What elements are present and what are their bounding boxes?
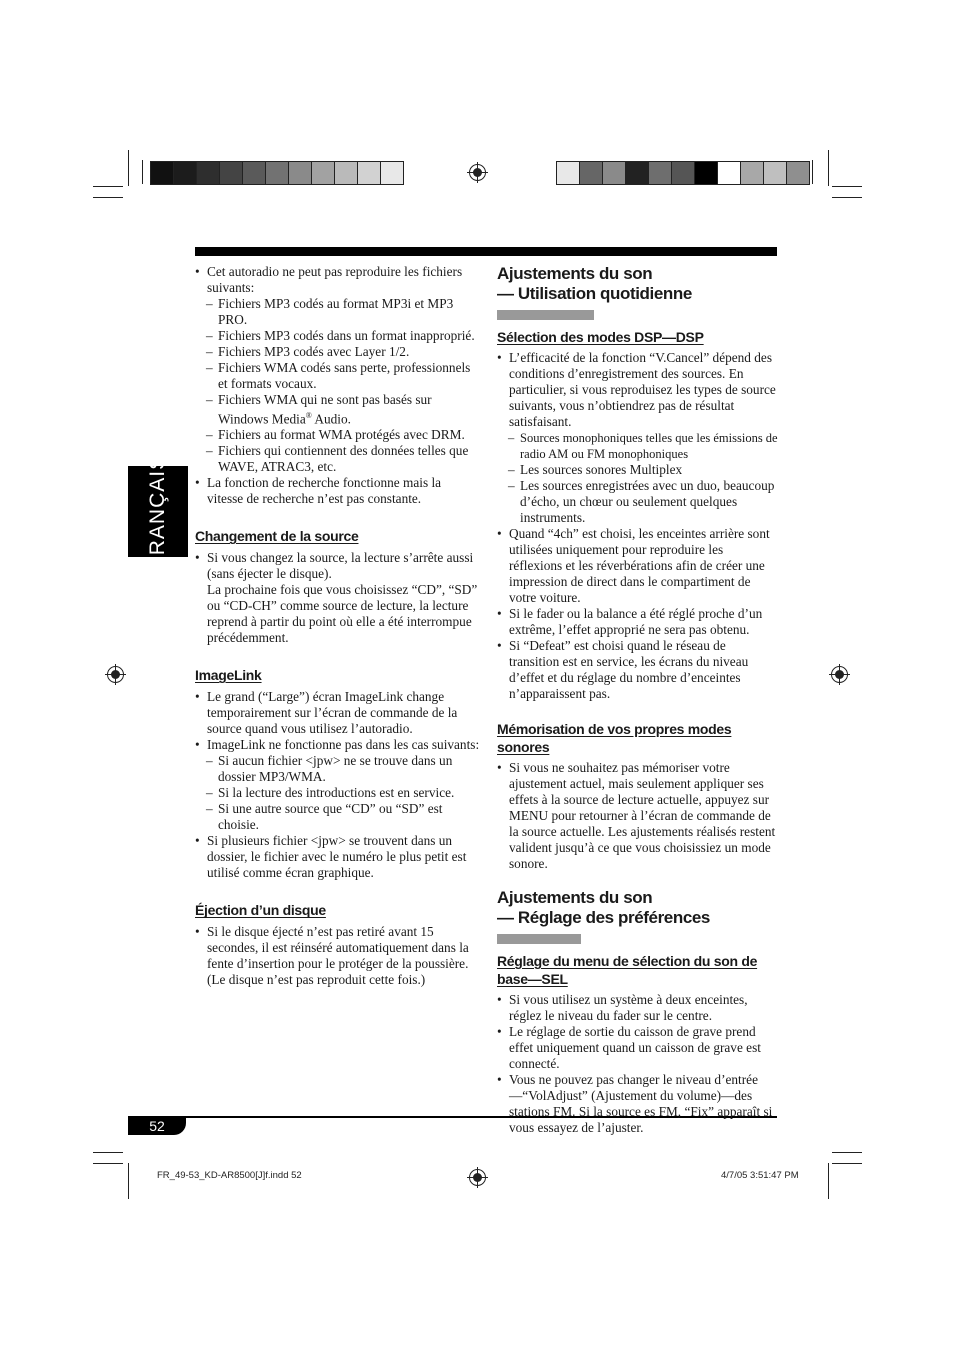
crop-mark (832, 1152, 862, 1153)
list-item: • Quand “4ch” est choisi, les enceintes arrière sont utilisées uniquement pour reproduire les réflexions et les réverbérations afin de créer une impression de direct dans le compartiment de votre voiture. (497, 526, 779, 606)
section-title-source: Changement de la source (195, 528, 359, 545)
section-title-dsp: Sélection des modes DSP—DSP (497, 329, 704, 345)
list-item: – Si la lecture des introductions est en service. (195, 785, 480, 801)
list-item: • La fonction de recherche fonctionne mais la vitesse de recherche n’est pas constante. (195, 475, 480, 507)
list-item: – Fichiers MP3 codés au format MP3i et MP3 PRO. (195, 296, 480, 328)
list-item: • Le grand (“Large”) écran ImageLink change temporairement sur l’écran de commande de la source quand vous utilisez l’autoradio. (195, 689, 480, 737)
registration-mark-icon (469, 1169, 486, 1186)
color-swatch (243, 162, 266, 184)
crop-mark (832, 197, 862, 198)
eject-list (195, 924, 480, 988)
language-tab-label: FRANÇAIS (146, 454, 169, 569)
list-item: • Le réglage de sortie du caisson de grave prend effet uniquement quand un caisson de grave est connecté. (497, 1024, 779, 1072)
color-swatch (580, 162, 603, 184)
source-list (195, 550, 480, 646)
section-heading-preferences: Ajustements du son — Réglage des préférences (497, 888, 779, 948)
crop-mark (128, 1163, 129, 1199)
color-swatch (289, 162, 312, 184)
color-swatch (220, 162, 243, 184)
list-item: • Si plusieurs fichier <jpw> se trouvent dans un dossier, le fichier avec le numéro le plus petit est utilisé comme écran graphique. (195, 833, 480, 881)
color-swatch (266, 162, 289, 184)
list-item: – Fichiers WMA qui ne sont pas basés sur Windows Media® Audio. (195, 392, 480, 427)
color-swatch (787, 162, 809, 184)
list-item: • Si le fader ou la balance a été réglé proche d’un extrême, l’effet approprié ne sera pas obtenu. (497, 606, 779, 638)
section-title-base: Réglage du menu de sélection du son de base—SEL (497, 953, 758, 987)
list-item: • Vous ne pouvez pas changer le niveau d’entrée—“VolAdjust” (Ajustement du volume)—des stations FM. Si la source es FM, “Fix” apparaît si vous essayez de l’ajuster. (497, 1072, 779, 1136)
color-swatch (557, 162, 580, 184)
color-swatch (335, 162, 358, 184)
list-item: – Fichiers MP3 codés avec Layer 1/2. (195, 344, 480, 360)
base-list (497, 992, 779, 1136)
list-item: – Si aucun fichier <jpw> ne se trouve dans un dossier MP3/WMA. (195, 753, 480, 785)
list-item: • Si vous ne souhaitez pas mémoriser votre ajustement actuel, mais seulement appliquer ses effets à la source de lecture actuelle, appuyez sur MENU pour retourner à l’écran de commande de la source actuelle. Les ajustements réalisés restent valident jusqu’à ce que vous choisissiez un mode sonore. (497, 760, 779, 872)
language-tab (128, 454, 188, 569)
color-swatch (312, 162, 335, 184)
color-swatch (672, 162, 695, 184)
left-column (195, 264, 480, 988)
crop-mark (812, 160, 813, 184)
right-column (497, 264, 779, 1136)
heading-bar (497, 934, 581, 944)
crop-mark (828, 150, 829, 186)
list-item: – Les sources enregistrées avec un duo, beaucoup d’écho, un chœur ou seulement quelques instruments. (497, 478, 779, 526)
registration-mark-icon (831, 666, 848, 683)
crop-mark (828, 1163, 829, 1199)
intro-list (195, 264, 480, 507)
section-heading-daily: Ajustements du son — Utilisation quotidienne (497, 264, 779, 324)
list-item: – Fichiers MP3 codés dans un format inapproprié. (195, 328, 480, 344)
color-swatch (764, 162, 787, 184)
page-number: 52 (128, 1118, 186, 1135)
list-item: – Fichiers WMA codés sans perte, professionnels et formats vocaux. (195, 360, 480, 392)
color-swatch-strip-left (150, 161, 404, 185)
crop-mark (128, 150, 129, 186)
color-swatch-strip-right (556, 161, 810, 185)
section-title-imagelink: ImageLink (195, 667, 262, 684)
list-item: – Les sources sonores Multiplex (497, 462, 779, 478)
crop-mark (832, 1163, 862, 1164)
crop-mark (93, 1152, 123, 1153)
heading-bar (497, 310, 594, 320)
list-item: – Sources monophoniques telles que les émissions de radio AM ou FM monophoniques (497, 430, 779, 462)
imagelink-list (195, 689, 480, 881)
color-swatch (718, 162, 741, 184)
list-item: • Si vous utilisez un système à deux enceintes, réglez le niveau du fader sur le centre. (497, 992, 779, 1024)
color-swatch (741, 162, 764, 184)
footer-file-info: FR_49-53_KD-AR8500[J]f.indd 52 (157, 1170, 302, 1181)
crop-mark (142, 160, 143, 184)
top-rule (195, 247, 777, 256)
section-title-memo: Mémorisation de vos propres modes sonores (497, 721, 732, 755)
crop-mark (93, 1163, 123, 1164)
registration-mark-icon (469, 164, 486, 181)
memo-list (497, 760, 779, 872)
footer-timestamp: 4/7/05 3:51:47 PM (721, 1170, 799, 1181)
list-item: • Si vous changez la source, la lecture s’arrête aussi (sans éjecter le disque). La prochaine fois que vous choisissez “CD”, “SD” ou “CD-CH” comme source de lecture, la lecture reprend à partir du point où elle a été interrompue précédemment. (195, 550, 480, 646)
list-item: • Cet autoradio ne peut pas reproduire les fichiers suivants: – Fichiers MP3 codés au format MP3i et MP3 PRO. – Fichiers MP3 codés dans un format inapproprié. – Fichiers MP3 codés avec Layer 1/2. – Fichiers WMA codés sans perte, professionnels et formats vocaux. – Fichiers WMA qui ne sont pas basés sur Windows Media® Audio. – Fichiers au format WMA protégés avec DRM. – Fichiers qui contiennent des données telles que WAVE, ATRAC3, etc. (195, 264, 480, 475)
section-title-eject: Éjection d’un disque (195, 902, 326, 919)
color-swatch (695, 162, 718, 184)
list-item: • Si “Defeat” est choisi quand le réseau de transition est en service, les écrans du niveau d’effet et du réglage du nombre d’enceintes n’apparaissent pas. (497, 638, 779, 702)
color-swatch (151, 162, 174, 184)
list-item: • ImageLink ne fonctionne pas dans les cas suivants: – Si aucun fichier <jpw> ne se trouve dans un dossier MP3/WMA. – Si la lecture des introductions est en service. – Si une autre source que “CD” ou “SD” est choisie. (195, 737, 480, 833)
crop-mark (832, 186, 862, 187)
color-swatch (381, 162, 403, 184)
list-item: – Fichiers au format WMA protégés avec DRM. (195, 427, 480, 443)
list-item: • Si le disque éjecté n’est pas retiré avant 15 secondes, il est réinséré automatiquement dans la fente d’insertion pour le protéger de la poussière. (Le disque n’est pas reproduit cette fois.) (195, 924, 480, 988)
list-item: – Fichiers qui contiennent des données telles que WAVE, ATRAC3, etc. (195, 443, 480, 475)
color-swatch (197, 162, 220, 184)
list-item: – Si une autre source que “CD” ou “SD” est choisie. (195, 801, 480, 833)
color-swatch (174, 162, 197, 184)
dsp-list (497, 350, 779, 702)
registration-mark-icon (107, 666, 124, 683)
color-swatch (358, 162, 381, 184)
list-item: • L’efficacité de la fonction “V.Cancel” dépend des conditions d’enregistrement des sources. En particulier, si vous reproduisez les types de source suivants, vous n’obtiendrez pas de résultat satisfaisant. – Sources monophoniques telles que les émissions de radio AM ou FM monophoniques – Les sources sonores Multiplex – Les sources enregistrées avec un duo, beaucoup d’écho, un chœur ou seulement quelques instruments. (497, 350, 779, 526)
crop-mark (93, 186, 123, 187)
color-swatch (626, 162, 649, 184)
color-swatch (603, 162, 626, 184)
color-swatch (649, 162, 672, 184)
crop-mark (93, 197, 123, 198)
